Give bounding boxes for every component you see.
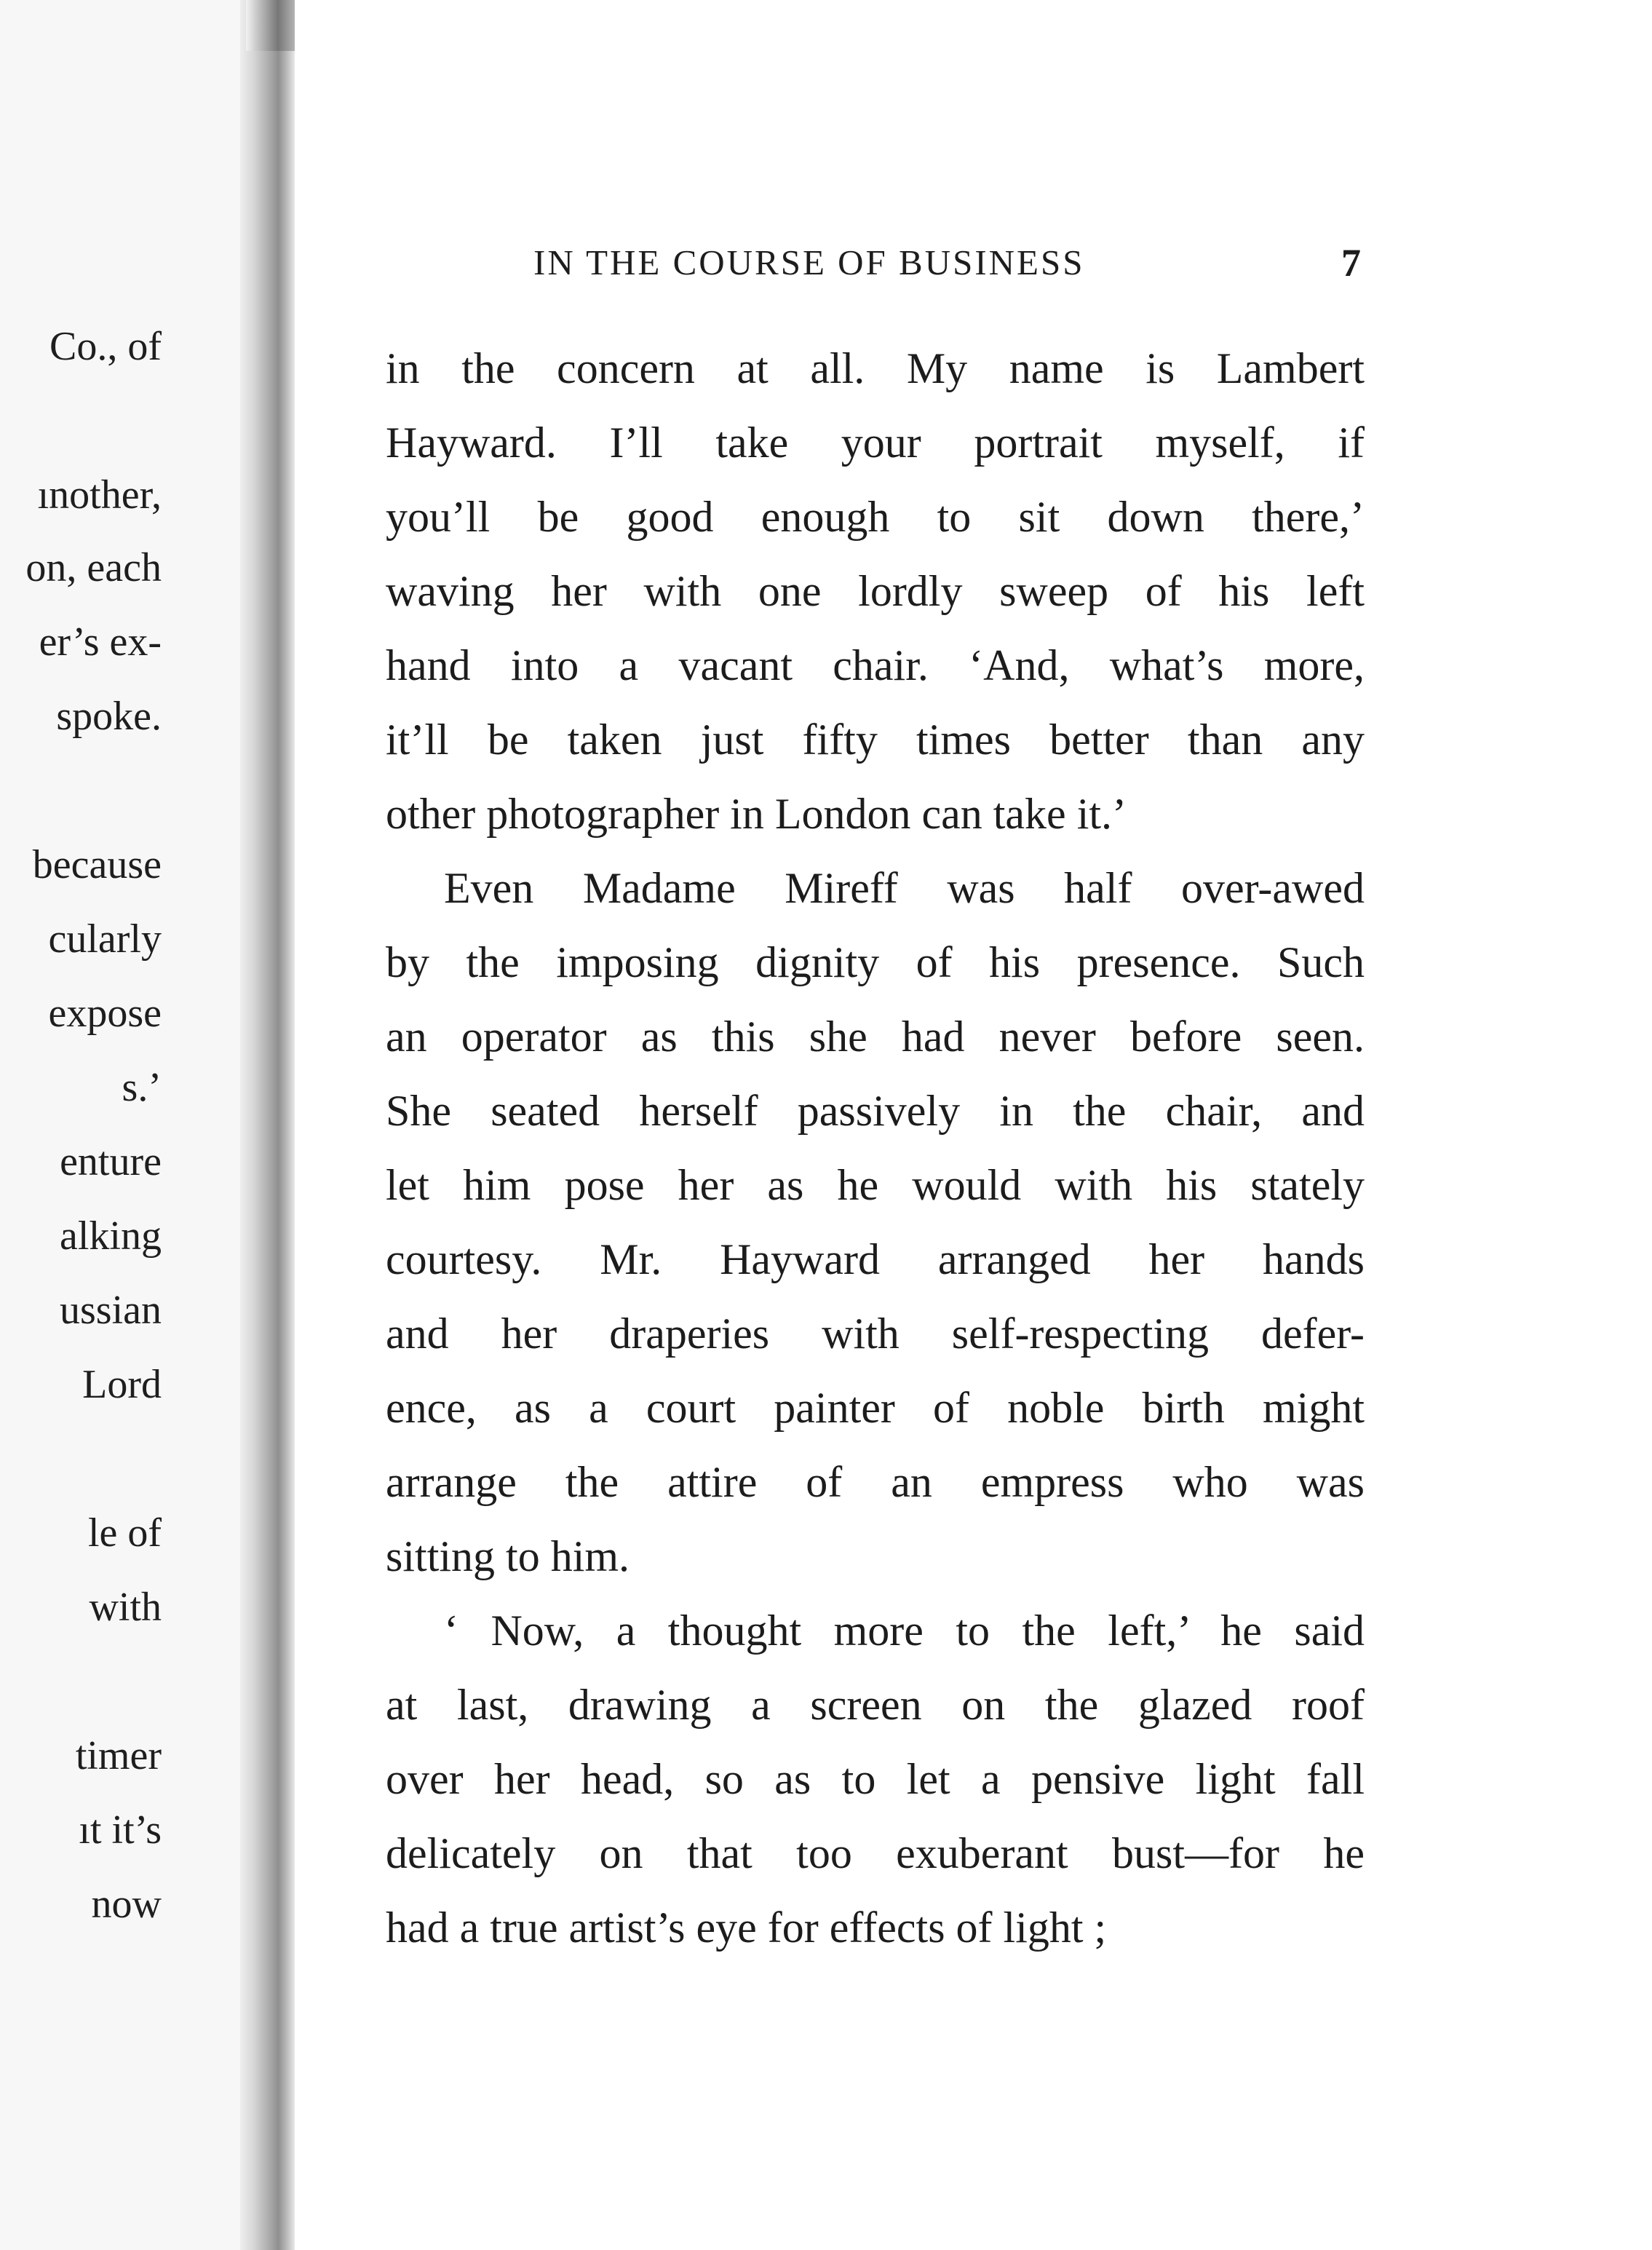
- facing-page-line: er’s ex-: [39, 619, 162, 665]
- facing-page-line: cularly: [48, 916, 162, 962]
- text-line: in the concern at all. My name is Lambert: [386, 344, 1365, 392]
- facing-page-line: le of: [87, 1510, 162, 1556]
- text-line: courtesy. Mr. Hayward arranged her hands: [386, 1235, 1365, 1283]
- facing-page-line: with: [89, 1585, 162, 1630]
- text-line: waving her with one lordly sweep of his left: [386, 567, 1365, 615]
- text-line: other photographer in London can take it.’: [386, 790, 1127, 838]
- text-line: sitting to him.: [386, 1532, 630, 1580]
- text-line: had a true artist’s eye for effects of light ;: [386, 1904, 1107, 1952]
- facing-page-line: expose: [48, 991, 162, 1036]
- facing-page-line: on, each: [25, 545, 162, 590]
- paragraph: [386, 851, 1365, 1593]
- facing-page-line: enture: [60, 1139, 162, 1184]
- text-line: at last, drawing a screen on the glazed roof: [386, 1681, 1365, 1729]
- text-line: Hayward. I’ll take your portrait myself, if: [386, 419, 1365, 467]
- body-text: [386, 331, 1365, 1965]
- facing-page-line: Lord: [82, 1362, 162, 1407]
- text-line: over her head, so as to let a pensive light fall: [386, 1755, 1365, 1803]
- paragraph: [386, 1593, 1365, 1965]
- text-line: arrange the attire of an empress who was: [386, 1458, 1365, 1506]
- running-head: IN THE COURSE OF BUSINESS: [533, 242, 1085, 282]
- text-line: an operator as this she had never before seen.: [386, 1013, 1365, 1061]
- text-line: and her draperies with self-respecting defer-: [386, 1310, 1365, 1358]
- paragraph: [386, 331, 1365, 851]
- text-line: it’ll be taken just fifty times better than any: [386, 716, 1365, 764]
- text-line: delicately on that too exuberant bust—for he: [386, 1829, 1365, 1877]
- text-line: let him pose her as he would with his stately: [386, 1161, 1365, 1209]
- text-line: ‘ Now, a thought more to the left,’ he said: [444, 1607, 1365, 1655]
- facing-page: [0, 0, 240, 2250]
- text-line: ence, as a court painter of noble birth might: [386, 1384, 1365, 1432]
- facing-page-line: s.’: [122, 1065, 162, 1110]
- page-gutter: [240, 0, 295, 2250]
- facing-page-line: alking: [60, 1213, 162, 1259]
- facing-page-line: because: [32, 842, 162, 887]
- text-line: you’ll be good enough to sit down there,’: [386, 493, 1365, 541]
- facing-page-line: ussian: [60, 1288, 162, 1333]
- facing-page-line: spoke.: [56, 694, 162, 739]
- facing-page-line: ınother,: [37, 472, 162, 518]
- facing-page-line: timer: [75, 1733, 162, 1778]
- facing-page-line: now: [91, 1882, 162, 1927]
- facing-page-line: Co., of: [49, 324, 162, 369]
- page-number: 7: [1341, 241, 1361, 285]
- text-line: hand into a vacant chair. ‘And, what’s more,: [386, 641, 1365, 689]
- text-line: Even Madame Mireff was half over-awed: [444, 864, 1365, 912]
- facing-page-line: ıt it’s: [79, 1807, 162, 1853]
- text-line: She seated herself passively in the chair, and: [386, 1087, 1365, 1135]
- text-line: by the imposing dignity of his presence. Such: [386, 938, 1365, 986]
